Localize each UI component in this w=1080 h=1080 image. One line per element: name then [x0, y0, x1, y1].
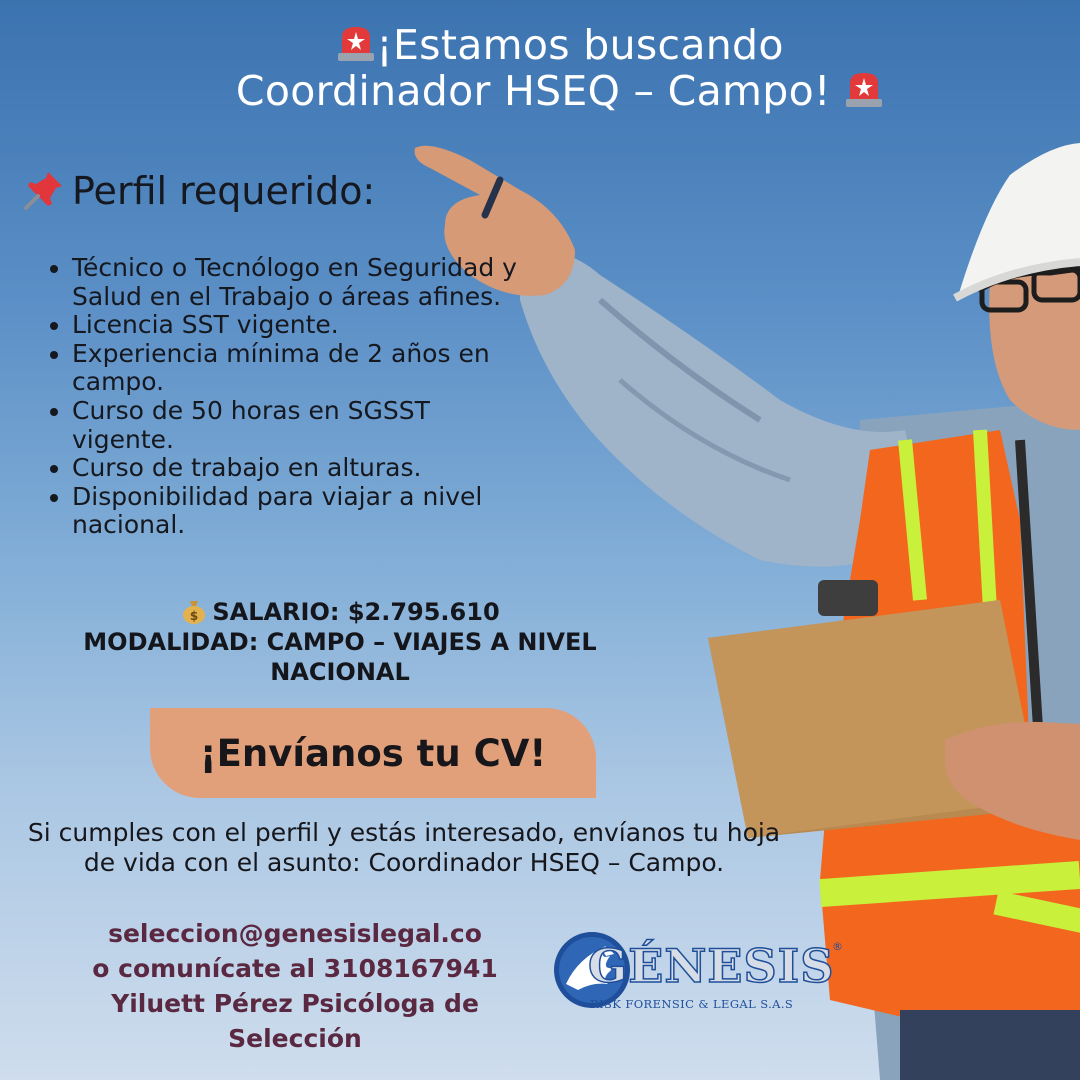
salary-text: SALARIO: $2.795.610 — [212, 598, 500, 626]
list-item: • Curso de trabajo en alturas. — [72, 454, 522, 483]
headline — [150, 22, 970, 114]
genesis-logo — [548, 928, 848, 1018]
pushpin-icon — [22, 168, 66, 212]
list-item: • Curso de 50 horas en SGSST vigente. — [72, 397, 522, 454]
list-item: • Disponibilidad para viajar a nivel nacional. — [72, 483, 522, 540]
money-bag-icon — [180, 597, 208, 625]
contact-name: Yiluett Pérez Psicóloga de Selección — [111, 989, 479, 1053]
profile-heading — [22, 168, 375, 214]
headline-line-2: Coordinador HSEQ – Campo! — [235, 67, 831, 115]
logo-name: GÉNESIS — [588, 939, 835, 993]
svg-text:$: $ — [190, 609, 199, 623]
list-item: • Experiencia mínima de 2 años en campo. — [72, 340, 522, 397]
list-item: • Licencia SST vigente. — [72, 311, 522, 340]
list-item: • Técnico o Tecnólogo en Seguridad y Salud en el Trabajo o áreas afines. — [72, 254, 522, 311]
contact-phone: o comunícate al 3108167941 — [92, 954, 498, 983]
cta-label: ¡Envíanos tu CV! — [199, 731, 547, 775]
modality-text: MODALIDAD: CAMPO – VIAJES A NIVEL NACIONAL — [83, 628, 597, 686]
send-cv-banner — [150, 708, 596, 798]
contact-block — [40, 916, 550, 1056]
salary-block — [30, 597, 650, 687]
requirements-list — [46, 254, 522, 540]
profile-title: Perfil requerido: — [72, 169, 376, 213]
contact-email: seleccion@genesislegal.co — [108, 919, 482, 948]
instructions-text: Si cumples con el perfil y estás interesado, envíanos tu hoja de vida con el asunto: Coordinador HSEQ – Campo. — [27, 818, 781, 877]
headline-line-1: ¡Estamos buscando — [376, 21, 784, 69]
logo-registered: ® — [832, 940, 843, 953]
siren-icon — [336, 23, 376, 63]
siren-icon — [844, 69, 884, 109]
logo-tagline: RISK FORENSIC & LEGAL S.A.S — [590, 997, 794, 1011]
